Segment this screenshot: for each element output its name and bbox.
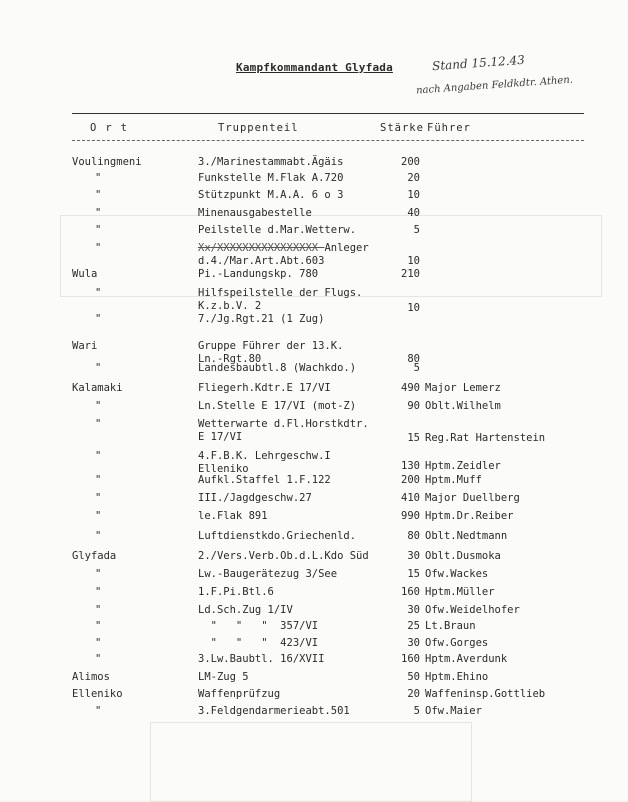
- cell-staerke: 80: [407, 530, 420, 542]
- cell-truppenteil: [198, 450, 388, 476]
- truppenteil-text: Gruppe Führer der 13.K. Ln.-Rgt.80: [198, 340, 344, 365]
- cell-ort: Wula: [72, 268, 98, 280]
- cell-ort: Voulingmeni: [72, 156, 142, 168]
- truppenteil-text: Wetterwarte d.Fl.Horstkdtr. E 17/VI: [198, 418, 369, 443]
- cell-truppenteil: [198, 653, 388, 666]
- truppenteil-text: 3./Marinestammabt.Ägäis: [198, 156, 344, 168]
- cell-staerke: 490: [401, 382, 420, 394]
- cell-truppenteil: [198, 268, 388, 281]
- cell-staerke: 90: [407, 400, 420, 412]
- cell-truppenteil: [198, 637, 388, 650]
- cell-staerke: 5: [413, 362, 420, 374]
- cell-fuehrer: Hptm.Muff: [425, 474, 482, 486]
- cell-staerke: 210: [401, 268, 420, 280]
- cell-staerke: 410: [401, 492, 420, 504]
- cell-staerke: 40: [407, 207, 420, 219]
- cell-ort: ": [95, 362, 102, 374]
- cell-fuehrer: Oblt.Nedtmann: [425, 530, 508, 542]
- cell-ort: ": [95, 207, 102, 219]
- cell-ort: ": [95, 313, 102, 325]
- truppenteil-text: III./Jagdgeschw.27: [198, 492, 312, 504]
- cell-staerke: 10: [407, 302, 420, 314]
- cell-ort: ": [95, 653, 102, 665]
- cell-fuehrer: Major Lemerz: [425, 382, 501, 394]
- truppenteil-text: Waffenprüfzug: [198, 688, 281, 700]
- cell-staerke: 10: [407, 255, 420, 267]
- cell-fuehrer: Oblt.Dusmoka: [425, 550, 501, 562]
- cell-ort: ": [95, 492, 102, 504]
- truppenteil-text: 3.Feldgendarmerieabt.501: [198, 705, 350, 717]
- cell-fuehrer: Hptm.Ehino: [425, 671, 489, 683]
- cell-staerke: 990: [401, 510, 420, 522]
- truppenteil-text: Luftdienstkdo.Griechenld.: [198, 530, 357, 542]
- cell-truppenteil: [198, 362, 388, 375]
- cell-truppenteil: [198, 313, 388, 326]
- cell-staerke: 15: [407, 568, 420, 580]
- cell-truppenteil: [198, 287, 388, 313]
- truppenteil-text: Aufkl.Staffel 1.F.122: [198, 474, 331, 486]
- cell-fuehrer: Reg.Rat Hartenstein: [425, 432, 546, 444]
- truppenteil-text: 3.Lw.Baubtl. 16/XVII: [198, 653, 325, 665]
- cell-ort: ": [95, 189, 102, 201]
- cell-ort: ": [95, 568, 102, 580]
- cell-truppenteil: [198, 568, 388, 581]
- cell-truppenteil: [198, 382, 388, 395]
- cell-truppenteil: [198, 156, 388, 169]
- cell-ort: Alimos: [72, 671, 110, 683]
- cell-staerke: 15: [407, 432, 420, 444]
- cell-ort: Wari: [72, 340, 98, 352]
- cell-staerke: 30: [407, 604, 420, 616]
- truppenteil-text: 1.F.Pi.Btl.6: [198, 586, 274, 598]
- truppenteil-text: le.Flak 891: [198, 510, 268, 522]
- cell-staerke: 160: [401, 586, 420, 598]
- cell-fuehrer: Ofw.Gorges: [425, 637, 489, 649]
- cell-staerke: 5: [413, 224, 420, 236]
- cell-truppenteil: [198, 400, 388, 413]
- cell-truppenteil: [198, 510, 388, 523]
- cell-ort: ": [95, 705, 102, 717]
- truppenteil-text: LM-Zug 5: [198, 671, 249, 683]
- cell-staerke: 30: [407, 550, 420, 562]
- truppenteil-text: " " " 357/VI: [198, 620, 319, 632]
- truppenteil-text: Lw.-Baugerätezug 3/See: [198, 568, 338, 580]
- cell-fuehrer: Lt.Braun: [425, 620, 476, 632]
- cell-truppenteil: [198, 620, 388, 633]
- cell-fuehrer: Oblt.Wilhelm: [425, 400, 501, 412]
- cell-truppenteil: [198, 189, 388, 202]
- cell-truppenteil: [198, 705, 388, 718]
- truppenteil-text: Ln.Stelle E 17/VI (mot-Z): [198, 400, 357, 412]
- cell-truppenteil: [198, 688, 388, 701]
- cell-ort: ": [95, 637, 102, 649]
- column-header-ort: Ort: [90, 122, 136, 134]
- column-header-staerke: Stärke: [380, 122, 424, 134]
- truppenteil-text: Anleger d.4./Mar.Art.Abt.603: [198, 242, 369, 267]
- truppenteil-text: Minenausgabestelle: [198, 207, 312, 219]
- cell-ort: ": [95, 287, 102, 299]
- cell-fuehrer: Hptm.Zeidler: [425, 460, 501, 472]
- cell-ort: ": [95, 530, 102, 542]
- cell-fuehrer: Hptm.Averdunk: [425, 653, 508, 665]
- truppenteil-text: Ld.Sch.Zug 1/IV: [198, 604, 293, 616]
- header-bottom-rule: [72, 140, 584, 141]
- cell-truppenteil: [198, 671, 388, 684]
- cell-truppenteil: [198, 530, 388, 543]
- cell-staerke: 200: [401, 156, 420, 168]
- scan-artifact: [150, 722, 472, 802]
- column-header-fuehrer: Führer: [427, 122, 471, 134]
- cell-ort: ": [95, 620, 102, 632]
- truppenteil-text: 7./Jg.Rgt.21 (1 Zug): [198, 313, 325, 325]
- cell-ort: ": [95, 604, 102, 616]
- cell-truppenteil: [198, 586, 388, 599]
- cell-truppenteil: [198, 418, 388, 444]
- cell-fuehrer: Ofw.Maier: [425, 705, 482, 717]
- cell-staerke: 20: [407, 172, 420, 184]
- cell-truppenteil: [198, 207, 388, 220]
- cell-staerke: 50: [407, 671, 420, 683]
- cell-truppenteil: [198, 474, 388, 487]
- cell-staerke: 20: [407, 688, 420, 700]
- cell-truppenteil: [198, 604, 388, 617]
- cell-truppenteil: [198, 172, 388, 185]
- cell-staerke: 10: [407, 189, 420, 201]
- header-top-rule: [72, 113, 584, 114]
- cell-fuehrer: Major Duellberg: [425, 492, 520, 504]
- cell-staerke: 25: [407, 620, 420, 632]
- truppenteil-text: 4.F.B.K. Lehrgeschw.I Elleniko: [198, 450, 331, 475]
- cell-ort: ": [95, 586, 102, 598]
- cell-fuehrer: Ofw.Weidelhofer: [425, 604, 520, 616]
- cell-ort: ": [95, 242, 102, 254]
- cell-staerke: 80: [407, 353, 420, 365]
- struck-text: Xx/XXXXXXXXXXXXXXXX: [198, 242, 325, 254]
- cell-fuehrer: Waffeninsp.Gottlieb: [425, 688, 546, 700]
- truppenteil-text: Fliegerh.Kdtr.E 17/VI: [198, 382, 331, 394]
- cell-truppenteil: [198, 492, 388, 505]
- cell-fuehrer: Ofw.Wackes: [425, 568, 489, 580]
- cell-truppenteil: [198, 242, 388, 268]
- cell-staerke: 130: [401, 460, 420, 472]
- cell-ort: ": [95, 224, 102, 236]
- cell-ort: ": [95, 474, 102, 486]
- cell-staerke: 160: [401, 653, 420, 665]
- truppenteil-text: Landesbaubtl.8 (Wachkdo.): [198, 362, 357, 374]
- cell-staerke: 5: [413, 705, 420, 717]
- cell-staerke: 200: [401, 474, 420, 486]
- truppenteil-text: Peilstelle d.Mar.Wetterw.: [198, 224, 357, 236]
- cell-ort: ": [95, 418, 102, 430]
- cell-ort: Glyfada: [72, 550, 117, 562]
- handwritten-date-note: Stand 15.12.43: [431, 52, 526, 74]
- document-title: Kampfkommandant Glyfada: [236, 61, 393, 74]
- truppenteil-text: 2./Vers.Verb.Ob.d.L.Kdo Süd: [198, 550, 369, 562]
- truppenteil-text: Funkstelle M.Flak A.720: [198, 172, 344, 184]
- truppenteil-text: Stützpunkt M.A.A. 6 o 3: [198, 189, 344, 201]
- truppenteil-text: Pi.-Landungskp. 780: [198, 268, 319, 280]
- cell-ort: ": [95, 510, 102, 522]
- handwritten-source-note: nach Angaben Feldkdtr. Athen.: [415, 74, 574, 97]
- cell-truppenteil: [198, 224, 388, 237]
- cell-ort: ": [95, 450, 102, 462]
- cell-ort: Elleniko: [72, 688, 123, 700]
- cell-staerke: 30: [407, 637, 420, 649]
- cell-ort: ": [95, 400, 102, 412]
- cell-ort: Kalamaki: [72, 382, 123, 394]
- column-header-truppenteil: Truppenteil: [218, 122, 299, 134]
- cell-fuehrer: Hptm.Müller: [425, 586, 495, 598]
- cell-truppenteil: [198, 550, 388, 563]
- truppenteil-text: " " " 423/VI: [198, 637, 319, 649]
- cell-fuehrer: Hptm.Dr.Reiber: [425, 510, 514, 522]
- cell-ort: ": [95, 172, 102, 184]
- truppenteil-text: Hilfspeilstelle der Flugs. K.z.b.V. 2: [198, 287, 363, 312]
